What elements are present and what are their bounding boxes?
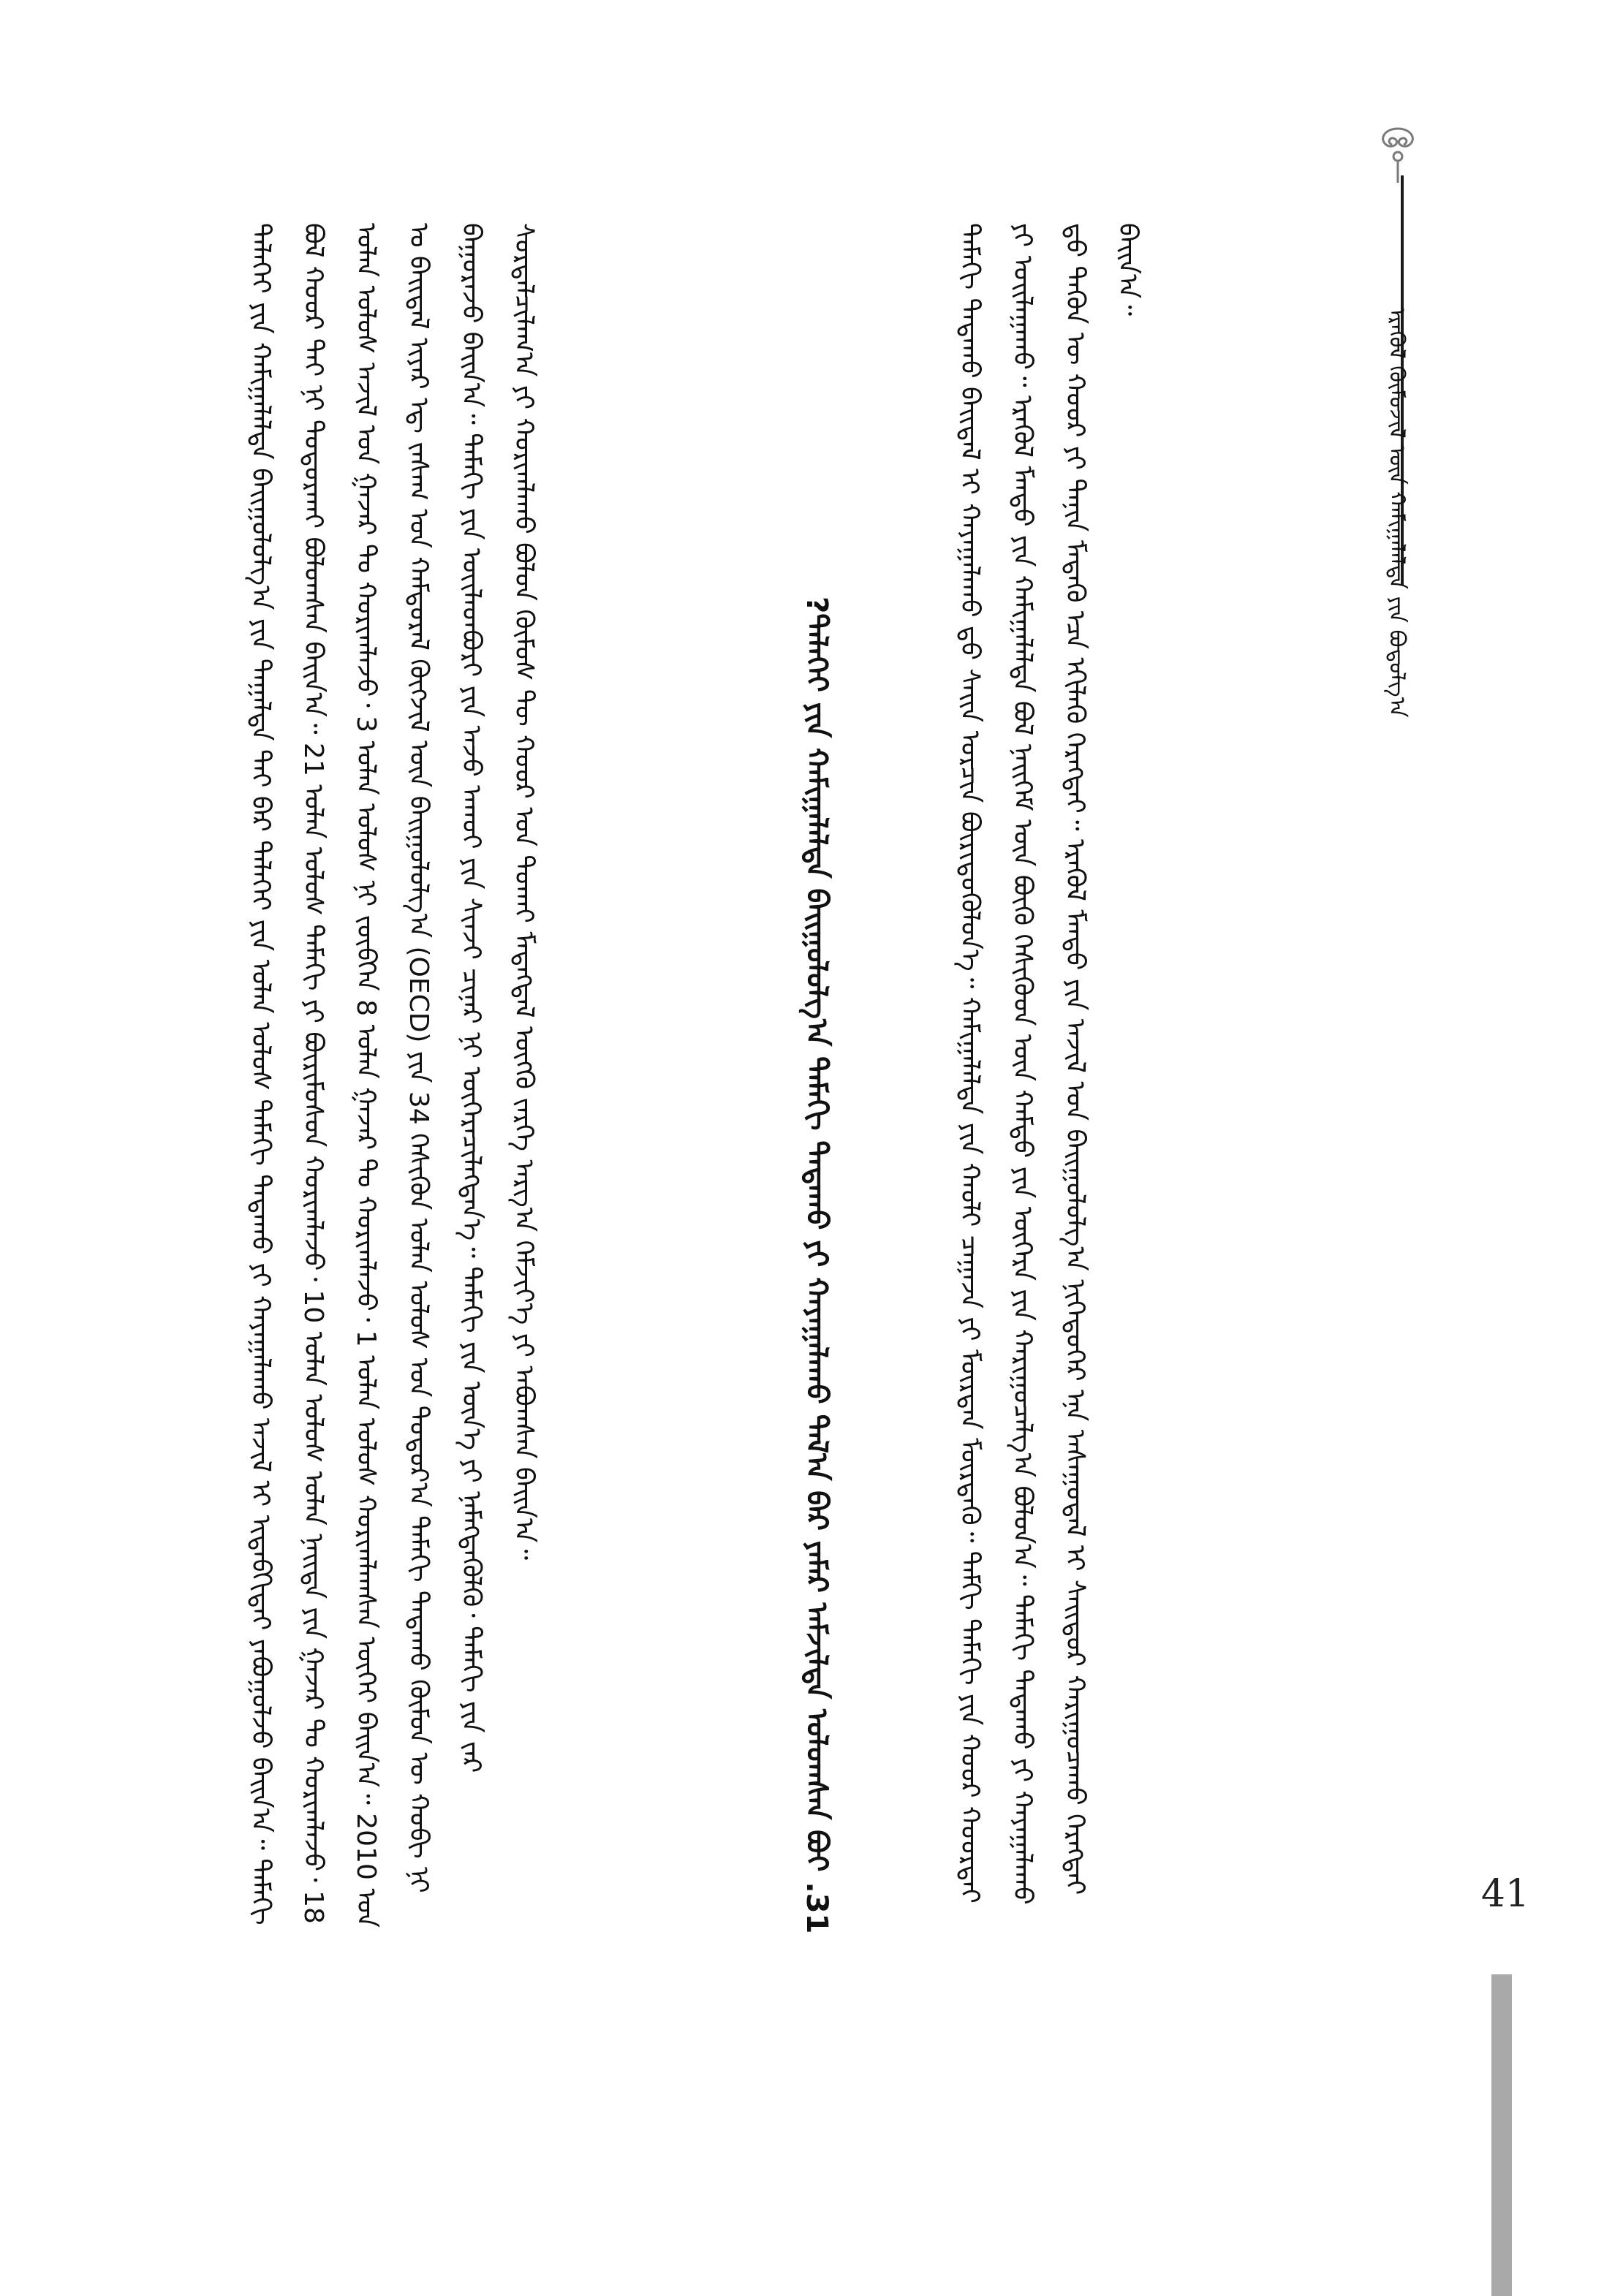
question-heading: 31. ᠳᠡᠯᠡᠬᠡᠢ ᠶᠢᠨ ᠬᠠᠮᠢᠭᠠᠯᠠᠯᠲᠠ ᠪᠠᠢᠭᠤᠯᠤᠯᠭ᠎ᠠ ᠲᠠᠮᠠᠬᠢ ᠲᠠᠲᠠᠬᠤ ᠶᠢ ᠬᠠᠶᠠᠭᠠᠯᠠᠬᠤ ᠲᠠᠯ᠎ᠠ ᠪᠠᠷ ᠶᠠᠮᠠᠷ ᠠᠮᠵᠢᠯᠲᠠ ᠣᠯᠤᠭᠰᠠᠨ ᠪᠤᠢ? — [800, 596, 833, 1933]
body-paragraph-1: ᠲᠠᠮᠠᠬᠢ ᠲᠠᠲᠠᠬᠤ ᠪᠠᠢᠳᠠᠯ ᠢ ᠬᠠᠶᠠᠭᠠᠯᠠᠬᠤ ᠳ᠋ᠤ ᠰᠠᠢᠨ ᠤᠷᠴᠢᠨ ᠪᠦᠷᠢᠳᠦᠭᠦᠯᠦᠨ᠎ᠡ᠃ ᠬᠠᠮᠢᠭᠠᠯᠠᠯᠲᠠ ᠶᠢᠨ ᠬᠠᠤᠯᠢ ᠴᠠᠭᠠᠵᠠ ᠶᠢ ᠮᠥᠷᠳᠡᠨ ᠮᠥᠷᠳᠡᠬᠦ᠃ ᠳᠠᠮᠬᠢ ᠲᠠᠮᠠᠬᠢ ᠶᠢᠨ ᠬᠣᠣᠷ ᠬᠣᠣᠷᠲᠠᠢ ᠶᠢ ᠣᠢᠯᠠᠭᠠᠬᠤ᠃ ᠡᠷᠡᠭᠦᠯ ᠮᠡᠨᠳᠦ ᠶᠢᠨ ᠬᠠᠮᠢᠭᠠᠯᠠᠯᠲᠠ ᠪᠣᠯ ᠨᠡᠢᠭᠡᠮ ᠦᠨ ᠪᠦᠬᠦ ᠭᠡᠰᠢᠭᠦᠳ ᠦᠨ ᠬᠠᠮᠲᠤ ᠶᠢᠨ ᠥᠭᠡᠷᠡ ᠶᠢᠨ ᠬᠠᠷᠢᠭᠤᠴᠠᠯᠭ᠎ᠠ ᠪᠣᠯᠤᠨ᠎ᠠ᠃ ᠲᠠᠮᠠᠬᠢ ᠲᠠᠲᠠᠬᠤ ᠶᠢ ᠬᠠᠶᠠᠭᠠᠯᠠᠬᠤ ᠳ᠋ᠤ ᠲᠡᠭᠦᠨ ᠦ ᠬᠣᠣᠷ ᠶᠢ ᠲᠠᠨᠢᠨ ᠮᠡᠳᠡᠬᠦ ᠡᠴᠡ ᠡᠬᠢᠯᠡᠬᠦ ᠬᠡᠷᠡᠭᠲᠡᠢ᠃ ᠡᠷᠡᠭᠦᠯ ᠮᠡᠨᠳᠦ ᠶᠢᠨ ᠠᠵᠢᠯ ᠤᠨ ᠪᠠᠢᠭᠤᠯᠤᠯᠭ᠎ᠠ ᠨᠢᠭᠡᠳᠦᠭᠡᠷ ᠡᠨᠡ ᠠᠰᠠᠭᠤᠳᠠᠯ ᠢ ᠰᠠᠢᠲᠤᠷ ᠬᠠᠷᠢᠭᠤᠴᠠᠬᠤ ᠬᠡᠷᠡᠭᠲᠡᠢ ᠪᠠᠢᠨ᠎ᠠ᠃ — [955, 223, 1143, 1905]
page-edge-bar — [1491, 1974, 1512, 2296]
running-header — [1352, 124, 1440, 768]
page-body — [227, 223, 1323, 1933]
page-number: 41 — [1480, 1872, 1529, 1916]
scroll-ornament-icon — [1369, 124, 1427, 183]
body-paragraph-2: ᠳᠡᠯᠡᠬᠡᠢ ᠶᠢᠨ ᠬᠠᠮᠢᠭᠠᠯᠠᠯᠲᠠ ᠪᠠᠢᠭᠤᠯᠤᠯᠭ᠎ᠠ ᠶᠢᠨ ᠳᠠᠭᠠᠯᠲᠠ ᠲᠠᠢ ᠪᠡᠷ ᠳᠡᠯᠡᠬᠡᠢ ᠶᠢᠨ ᠣᠯᠠᠨ ᠤᠯᠤᠰ ᠲᠠᠮᠠᠬᠢ ᠲᠠᠲᠠᠬᠤ ᠶᠢ ᠬᠠᠶᠠᠭᠠᠯᠠᠬᠤ ᠠᠵᠢᠯ ᠢ ᠢᠳᠡᠪᠬᠢᠲᠡᠢ ᠶᠠᠪᠤᠭᠤᠯᠵᠤ ᠪᠠᠢᠨ᠎ᠠ᠃ ᠲᠠᠮᠠᠬᠢ ᠪᠣᠯ ᠬᠣᠣᠷ ᠲᠠᠢ ᠨᠢ ᠲᠣᠳᠣᠷᠬᠠᠢ ᠪᠣᠯᠤᠭᠰᠠᠨ ᠪᠠᠢᠨ᠎ᠠ᠃ 21 ᠣᠯᠠᠨ ᠤᠯᠤᠰ ᠲᠠᠮᠠᠬᠢ ᠶᠢ ᠪᠦᠷᠢᠮᠦᠰᠦᠨ ᠬᠣᠷᠢᠭᠯᠠᠵᠤ᠂ 10 ᠣᠯᠠᠨ ᠤᠯᠤᠰ ᠣᠯᠠᠨ ᠨᠡᠢᠲᠡ ᠶᠢᠨ ᠭᠠᠵᠠᠷ ᠲᠤ ᠬᠣᠷᠢᠭᠯᠠᠵᠤ᠂ 18 ᠣᠯᠠᠨ ᠤᠯᠤᠰ ᠠᠵᠢᠯ ᠤᠨ ᠭᠠᠵᠠᠷ ᠲᠤ ᠬᠣᠷᠢᠭᠯᠠᠵᠤ᠂ 3 ᠣᠯᠠᠨ ᠤᠯᠤᠰ ᠨᠢ ᠵᠥᠪᠬᠡᠨ 8 ᠣᠯᠠᠨ ᠭᠠᠵᠠᠷ ᠲᠤ ᠬᠣᠷᠢᠭᠯᠠᠵᠤ᠂ 1 ᠣᠯᠠᠨ ᠤᠯᠤᠰ ᠬᠣᠷᠢᠭᠯᠠᠭᠰᠠᠨ ᠦᠭᠡᠢ ᠪᠠᠢᠨ᠎ᠠ᠃ 2010 ᠣᠨ ᠤ ᠪᠠᠢᠳᠠᠯ ᠢᠶᠠᠷ ᠡᠳ᠋ ᠵᠠᠰᠠᠭ ᠤᠨ ᠬᠠᠮᠲᠤᠷᠠᠯ ᠬᠥᠭᠵᠢᠯ ᠦᠨ ᠪᠠᠢᠭᠤᠯᠤᠯᠭ᠎ᠠ (OECD) ᠶᠢᠨ 34 ᠭᠡᠰᠢᠭᠦᠨ ᠣᠯᠠᠨ ᠤᠯᠤᠰ ᠤᠨ ᠳᠣᠲᠣᠷ᠎ᠠ ᠲᠠᠮᠠᠬᠢ ᠲᠠᠲᠠᠬᠤ ᠬᠦᠮᠦᠨ ᠦ ᠬᠤᠪᠢ ᠨᠢ ᠪᠠᠭᠤᠷᠠᠵᠤ ᠪᠠᠢᠨ᠎ᠠ᠃ ᠲᠠᠮᠠᠬᠢ ᠶᠢᠨ ᠦᠢᠯᠡᠳᠪᠦᠷᠢ ᠶᠢᠨ ᠠᠵᠤ ᠠᠬᠤᠢ ᠶᠢᠨ ᠰᠢᠨᠵᠢ ᠴᠢᠨᠠᠷ ᠨᠢ ᠥᠭᠡᠷᠡᠴᠢᠯᠡᠭᠳᠡᠨ᠎ᠡ᠃ ᠲᠠᠮᠠᠬᠢ ᠶᠢᠨ ᠦᠨ᠎ᠡ ᠶᠢ ᠨᠡᠮᠡᠭᠳᠡᠭᠦᠯᠬᠦ᠂ ᠲᠠᠮᠠᠬᠢ ᠶᠢᠨ ᠵᠠᠷ ᠰᠤᠷᠲᠠᠯᠴᠢᠯᠠᠭ᠎ᠠ ᠶᠢ ᠬᠣᠷᠢᠭᠯᠠᠬᠤ ᠪᠣᠯᠤᠨ ᠬᠦᠮᠦᠰ ᠲᠦ ᠬᠣᠣᠷ ᠤᠨ ᠲᠤᠬᠠᠢ ᠮᠡᠳᠡᠭᠳᠡᠯ ᠥᠭᠬᠦ ᠵᠡᠷᠭᠡ ᠠᠷᠭ᠎ᠠ ᠬᠡᠮᠵᠢᠶ᠎ᠡ ᠶᠢ ᠠᠪᠤᠭᠰᠠᠨ ᠪᠠᠢᠨ᠎ᠠ᠃ — [246, 223, 539, 1928]
running-head-title: ᠡᠷᠡᠭᠦᠯ ᠬᠦᠮᠦᠵᠢᠯ ᠦᠨ ᠬᠠᠮᠢᠭᠠᠯᠠᠯᠲᠠ ᠶᠢᠨ ᠪᠣᠳᠣᠯᠭ᠎ᠠ — [1384, 307, 1410, 718]
